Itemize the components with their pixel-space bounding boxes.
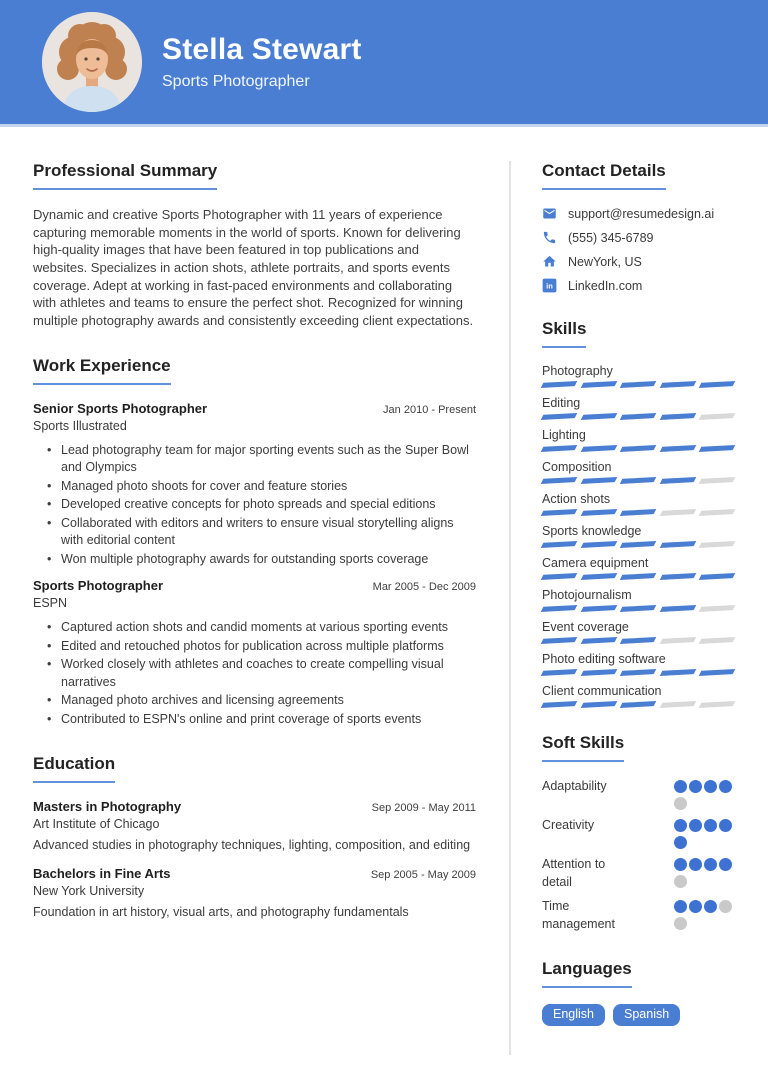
contact-item: [542, 278, 734, 293]
education-header: [33, 866, 476, 881]
soft-skill-dot-filled: [689, 819, 702, 832]
skill-segment-filled: [620, 413, 656, 420]
soft-skill-dots: [674, 817, 734, 849]
skill-name: Editing: [542, 396, 581, 410]
skill-segment-filled: [580, 573, 616, 580]
skill-segment-empty: [699, 413, 735, 420]
skill-segment-filled: [659, 541, 695, 548]
contact-item: [542, 206, 734, 221]
job-bullet: • Developed creative concepts for photo spreads and special editions: [47, 496, 476, 514]
section-contact-details: [542, 161, 734, 293]
skill-item: [542, 684, 734, 707]
language-badge: Spanish: [613, 1004, 680, 1026]
person-name: Stella Stewart: [162, 33, 362, 66]
languages-heading: Languages: [542, 959, 632, 988]
skill-segment-empty: [699, 541, 735, 548]
contact-value: LinkedIn.com: [568, 278, 643, 293]
skill-item: [542, 620, 734, 643]
skill-name: Action shots: [542, 492, 611, 506]
skill-segment-empty: [699, 477, 735, 484]
education-school: New York University: [33, 884, 145, 899]
skill-item: [542, 524, 734, 547]
section-professional-summary: [33, 161, 476, 330]
skill-segment-filled: [541, 445, 577, 452]
soft-skill-dot-filled: [674, 836, 687, 849]
soft-skill-dot-filled: [704, 900, 717, 913]
svg-text:in: in: [546, 281, 553, 291]
job-entry: [33, 578, 476, 728]
job-bullet: • Collaborated with editors and writers to ensure visual storytelling aligns with editorial content: [47, 515, 476, 550]
skill-segment-filled: [620, 701, 656, 708]
soft-skill-name: Adaptability: [542, 779, 607, 793]
education-dates: Sep 2005 - May 2009: [370, 869, 476, 882]
skill-name: Client communication: [542, 684, 662, 698]
skill-segment-empty: [699, 509, 735, 516]
skill-segment-filled: [620, 445, 656, 452]
education-school: Art Institute of Chicago: [33, 817, 160, 832]
language-list: [542, 1004, 734, 1026]
skill-segment-filled: [620, 509, 656, 516]
education-entry: [33, 799, 476, 854]
language-badge: English: [542, 1004, 605, 1026]
soft-skills-list: [542, 778, 734, 933]
soft-skill-dot-filled: [719, 858, 732, 871]
section-languages: [542, 959, 734, 1026]
education-degree: Bachelors in Fine Arts: [33, 866, 171, 882]
skill-segment-filled: [541, 573, 577, 580]
skill-segment-filled: [580, 669, 616, 676]
skill-item: [542, 556, 734, 579]
contact-value: NewYork, US: [568, 254, 642, 269]
soft-skill-dot-filled: [689, 858, 702, 871]
skill-segment-filled: [659, 573, 695, 580]
soft-skill-dot-filled: [719, 819, 732, 832]
soft-skills-heading: Soft Skills: [542, 733, 624, 762]
job-title: Senior Sports Photographer: [33, 400, 208, 416]
job-bullet: • Won multiple photography awards for outstanding sports coverage: [47, 551, 476, 569]
skill-name: Composition: [542, 460, 612, 474]
job-bullets: [47, 442, 476, 569]
skill-segment-empty: [699, 605, 735, 612]
education-entry: [33, 866, 476, 921]
home-icon: [542, 254, 557, 269]
soft-skill-dot-empty: [674, 797, 687, 810]
skill-segment-filled: [699, 573, 735, 580]
soft-skill-dot-filled: [704, 819, 717, 832]
contact-value: support@resumedesign.ai: [568, 206, 715, 221]
job-header: [33, 401, 476, 416]
education-dates: Sep 2009 - May 2011: [371, 802, 476, 815]
skill-segment-filled: [659, 445, 695, 452]
soft-skill-dot-filled: [704, 858, 717, 871]
skill-level-bar: [542, 574, 734, 579]
education-list: [33, 799, 476, 922]
section-skills: [542, 319, 734, 707]
skill-segment-filled: [580, 637, 616, 644]
skill-segment-filled: [541, 605, 577, 612]
soft-skill-dot-filled: [704, 780, 717, 793]
skill-segment-filled: [659, 477, 695, 484]
job-entry: [33, 401, 476, 569]
skill-segment-filled: [580, 605, 616, 612]
skill-segment-filled: [541, 381, 577, 388]
phone-icon: [542, 230, 557, 245]
skill-segment-filled: [580, 381, 616, 388]
skill-segment-filled: [659, 381, 695, 388]
skill-segment-empty: [659, 637, 695, 644]
header-text: [162, 33, 362, 91]
skill-segment-filled: [620, 605, 656, 612]
job-bullet: • Edited and retouched photos for publication across multiple platforms: [47, 638, 476, 656]
skill-segment-filled: [699, 669, 735, 676]
skill-level-bar: [542, 702, 734, 707]
soft-skill-item: [542, 778, 734, 810]
soft-skill-dot-filled: [674, 900, 687, 913]
skill-segment-filled: [541, 701, 577, 708]
skill-segment-filled: [541, 477, 577, 484]
job-dates: Mar 2005 - Dec 2009: [372, 581, 476, 594]
sidebar-column: [542, 161, 734, 1055]
skill-segment-filled: [620, 477, 656, 484]
job-company: Sports Illustrated: [33, 418, 127, 433]
soft-skill-dot-filled: [674, 858, 687, 871]
skill-level-bar: [542, 478, 734, 483]
skill-segment-filled: [541, 637, 577, 644]
skill-level-bar: [542, 670, 734, 675]
skill-segment-filled: [659, 605, 695, 612]
section-work-experience: [33, 356, 476, 729]
person-job-title: Sports Photographer: [162, 73, 310, 90]
skill-segment-empty: [699, 637, 735, 644]
soft-skill-dot-filled: [719, 780, 732, 793]
skill-segment-filled: [620, 637, 656, 644]
skill-name: Sports knowledge: [542, 524, 642, 538]
skill-segment-filled: [699, 381, 735, 388]
linkedin-icon: [542, 278, 557, 293]
job-bullet: • Managed photo shoots for cover and feature stories: [47, 478, 476, 496]
skill-segment-filled: [580, 413, 616, 420]
skill-name: Camera equipment: [542, 556, 649, 570]
soft-skill-dot-filled: [674, 819, 687, 832]
education-heading: Education: [33, 754, 115, 783]
skill-item: [542, 428, 734, 451]
job-bullets: [47, 619, 476, 728]
education-description: Advanced studies in photography techniques, lighting, composition, and editing: [33, 838, 471, 853]
skill-level-bar: [542, 382, 734, 387]
soft-skill-dot-empty: [674, 917, 687, 930]
main-column: [33, 161, 476, 1055]
job-dates: Jan 2010 - Present: [383, 403, 476, 416]
skill-segment-empty: [659, 509, 695, 516]
summary-heading: Professional Summary: [33, 161, 217, 190]
skill-item: [542, 460, 734, 483]
skill-level-bar: [542, 446, 734, 451]
education-degree: Masters in Photography: [33, 799, 182, 815]
soft-skill-dots: [674, 898, 734, 930]
soft-skill-name: Attention to detail: [542, 857, 606, 889]
skill-segment-filled: [541, 541, 577, 548]
skill-name: Photography: [542, 364, 613, 378]
skill-level-bar: [542, 414, 734, 419]
content: [0, 127, 768, 1055]
soft-skill-name: Time management: [542, 899, 615, 931]
skill-segment-filled: [659, 669, 695, 676]
contact-item: [542, 230, 734, 245]
job-bullet: • Captured action shots and candid moments at various sporting events: [47, 619, 476, 637]
skill-segment-filled: [541, 669, 577, 676]
job-company: ESPN: [33, 596, 68, 611]
contact-item: [542, 254, 734, 269]
soft-skill-dot-filled: [689, 900, 702, 913]
skill-segment-filled: [659, 413, 695, 420]
soft-skill-dot-filled: [689, 780, 702, 793]
job-bullet: • Contributed to ESPN's online and print coverage of sports events: [47, 711, 476, 729]
skill-item: [542, 588, 734, 611]
skill-item: [542, 492, 734, 515]
soft-skill-item: [542, 898, 734, 933]
job-header: [33, 578, 476, 593]
contact-heading: Contact Details: [542, 161, 666, 190]
skill-segment-filled: [580, 701, 616, 708]
header: [0, 0, 768, 127]
soft-skill-dot-empty: [719, 900, 732, 913]
soft-skill-dots: [674, 856, 734, 888]
contact-list: [542, 206, 734, 293]
skill-name: Photo editing software: [542, 652, 666, 666]
soft-skill-dots: [674, 778, 734, 810]
skill-item: [542, 652, 734, 675]
skill-level-bar: [542, 542, 734, 547]
skill-name: Photojournalism: [542, 588, 632, 602]
job-list: [33, 401, 476, 729]
skill-segment-filled: [620, 573, 656, 580]
soft-skill-dot-filled: [674, 780, 687, 793]
skills-heading: Skills: [542, 319, 586, 348]
section-education: [33, 754, 476, 922]
skills-list: [542, 364, 734, 707]
soft-skill-item: [542, 817, 734, 849]
job-bullet: • Managed photo archives and licensing agreements: [47, 692, 476, 710]
skill-segment-filled: [620, 541, 656, 548]
skill-segment-filled: [541, 509, 577, 516]
skill-name: Lighting: [542, 428, 586, 442]
skill-segment-filled: [580, 541, 616, 548]
skill-item: [542, 364, 734, 387]
skill-segment-filled: [620, 381, 656, 388]
column-divider: [509, 161, 511, 1055]
experience-heading: Work Experience: [33, 356, 171, 385]
avatar: [42, 12, 142, 112]
job-bullet: • Lead photography team for major sporting events such as the Super Bowl and Olympics: [47, 442, 476, 477]
skill-segment-filled: [580, 445, 616, 452]
skill-segment-empty: [659, 701, 695, 708]
contact-value: (555) 345-6789: [568, 230, 654, 245]
education-header: [33, 799, 476, 814]
skill-segment-filled: [580, 509, 616, 516]
soft-skill-name: Creativity: [542, 818, 595, 832]
skill-level-bar: [542, 606, 734, 611]
section-soft-skills: [542, 733, 734, 933]
job-bullet: • Worked closely with athletes and coaches to create compelling visual narratives: [47, 656, 476, 691]
skill-name: Event coverage: [542, 620, 629, 634]
soft-skill-dot-empty: [674, 875, 687, 888]
skill-segment-filled: [580, 477, 616, 484]
summary-text: Dynamic and creative Sports Photographer with 11 years of experience capturing memorable moments in the world of sports. Known for delivering high-quality images that have been featured in top publications and websites. Specializes in action shots, athlete portraits, and sports events coverage. Adept at working in fast-paced environments and collaborating with athletes and teams to ensure the perfect shot. Recognized for winning multiple photography awards and consistently exceeding client expectations.: [33, 207, 474, 329]
job-title: Sports Photographer: [33, 578, 164, 594]
skill-level-bar: [542, 510, 734, 515]
skill-item: [542, 396, 734, 419]
skill-segment-empty: [699, 701, 735, 708]
skill-segment-filled: [699, 445, 735, 452]
skill-segment-filled: [620, 669, 656, 676]
education-description: Foundation in art history, visual arts, and photography fundamentals: [33, 905, 409, 920]
skill-level-bar: [542, 638, 734, 643]
envelope-icon: [542, 206, 557, 221]
skill-segment-filled: [541, 413, 577, 420]
avatar-portrait-illustration: [42, 12, 142, 112]
soft-skill-item: [542, 856, 734, 891]
